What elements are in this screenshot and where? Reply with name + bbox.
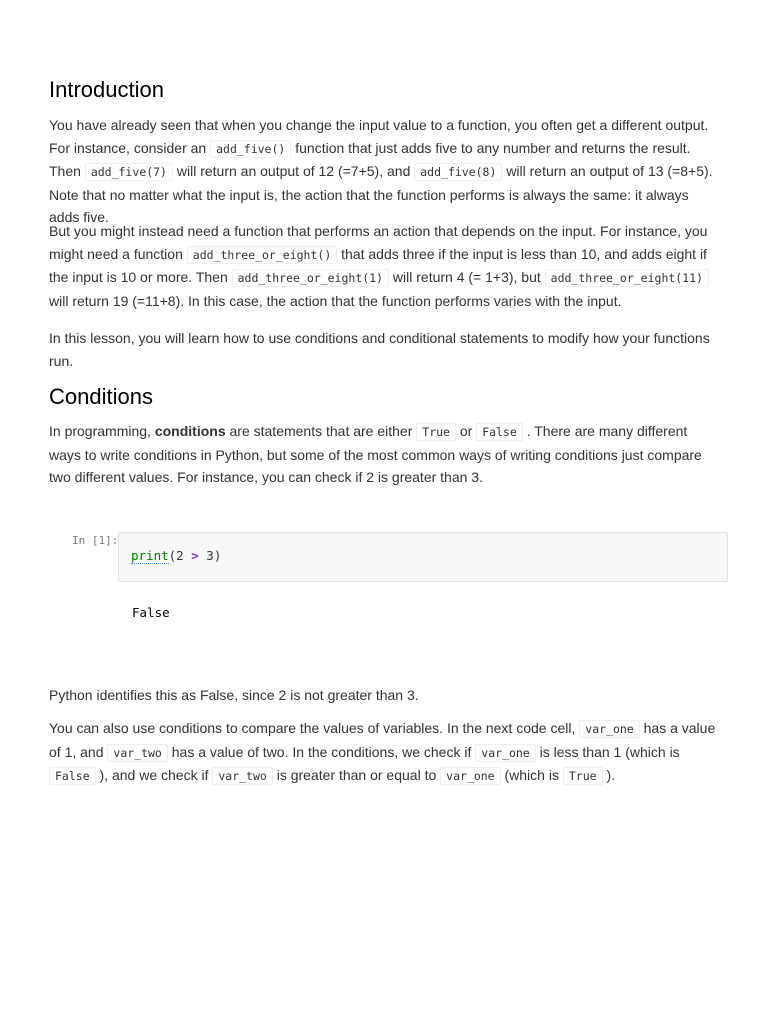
- intro-paragraph-3: In this lesson, you will learn how to use conditions and conditional statements to modify how your functions run.: [49, 330, 710, 369]
- inline-code: var_one: [475, 744, 535, 762]
- text: In programming,: [49, 423, 151, 439]
- text: that adds three if the input is less than 10, and adds eight if the input is 10 or more. Then: [49, 245, 707, 285]
- text: will return 4 (= 1+3), but: [392, 269, 541, 285]
- inline-code: var_one: [440, 767, 500, 785]
- text: But you might instead need a function that performs an action that depends on the input. For instance, you might need a function: [49, 223, 708, 262]
- text: will return an output of 12 (=7+5), and: [176, 163, 411, 179]
- text: has a value of two. In the conditions, we check if: [171, 743, 472, 760]
- text: has a value of 1, and: [49, 720, 716, 760]
- text: or: [459, 423, 473, 439]
- code-number: 3: [206, 548, 214, 563]
- text: is less than 1 (which is: [539, 743, 680, 760]
- intro-paragraph-2: [49, 220, 719, 312]
- cell-output: False: [132, 605, 170, 620]
- code-operator: >: [191, 548, 199, 563]
- inline-code: var_one: [579, 720, 639, 738]
- text: (which is: [504, 767, 559, 783]
- inline-code: False: [49, 767, 96, 785]
- inline-code: var_two: [212, 767, 272, 785]
- code-function: print: [131, 548, 169, 563]
- inline-code: True: [563, 767, 603, 785]
- text: will return an output of 13 (=8+5). Note that no matter what the input is, the action that the function performs is always the same: it always adds five.: [49, 163, 713, 225]
- text: You have already seen that when you change the input value to a function, you often get a different output. For instance, consider an: [49, 117, 709, 156]
- conditions-paragraph-1: [49, 420, 719, 489]
- inline-code: False: [476, 423, 523, 441]
- heading-conditions: Conditions: [49, 384, 153, 409]
- code-paren: ): [213, 548, 222, 563]
- inline-code: True: [416, 423, 456, 441]
- inline-code: add_three_or_eight(11): [545, 269, 709, 287]
- text: is greater than or equal to: [276, 767, 437, 783]
- bold-term: conditions: [154, 423, 226, 439]
- intro-paragraph-1: [49, 114, 719, 229]
- inline-code: add_three_or_eight(): [187, 246, 337, 264]
- text: will return 19 (=11+8). In this case, the action that the function performs varies with the input.: [49, 292, 622, 309]
- inline-code: var_two: [107, 744, 167, 762]
- code-paren: (: [168, 548, 177, 563]
- heading-introduction: Introduction: [49, 77, 164, 102]
- code-cell-input[interactable]: [118, 532, 728, 582]
- cell-prompt: In [1]:: [72, 534, 119, 547]
- text: You can also use conditions to compare the values of variables. In the next code cell,: [49, 720, 576, 736]
- text: ), and we check if: [99, 767, 209, 783]
- inline-code: add_five(7): [85, 163, 173, 181]
- inline-code: add_three_or_eight(1): [232, 269, 389, 287]
- text: ).: [606, 767, 616, 783]
- text: are statements that are either: [229, 423, 413, 439]
- conditions-paragraph-3: [49, 717, 719, 788]
- inline-code: add_five(8): [414, 163, 502, 181]
- code-number: 2: [176, 548, 184, 563]
- code-line[interactable]: [131, 548, 221, 563]
- conditions-paragraph-2: Python identifies this as False, since 2 is not greater than 3.: [49, 687, 419, 703]
- text: function that just adds five to any number and returns the result. Then: [49, 139, 691, 179]
- text: . There are many different ways to write conditions in Python, but some of the most common ways of writing conditions just compare two different values. For instance, you can check if 2 is greater than 3.: [49, 423, 702, 485]
- inline-code: add_five(): [210, 140, 291, 158]
